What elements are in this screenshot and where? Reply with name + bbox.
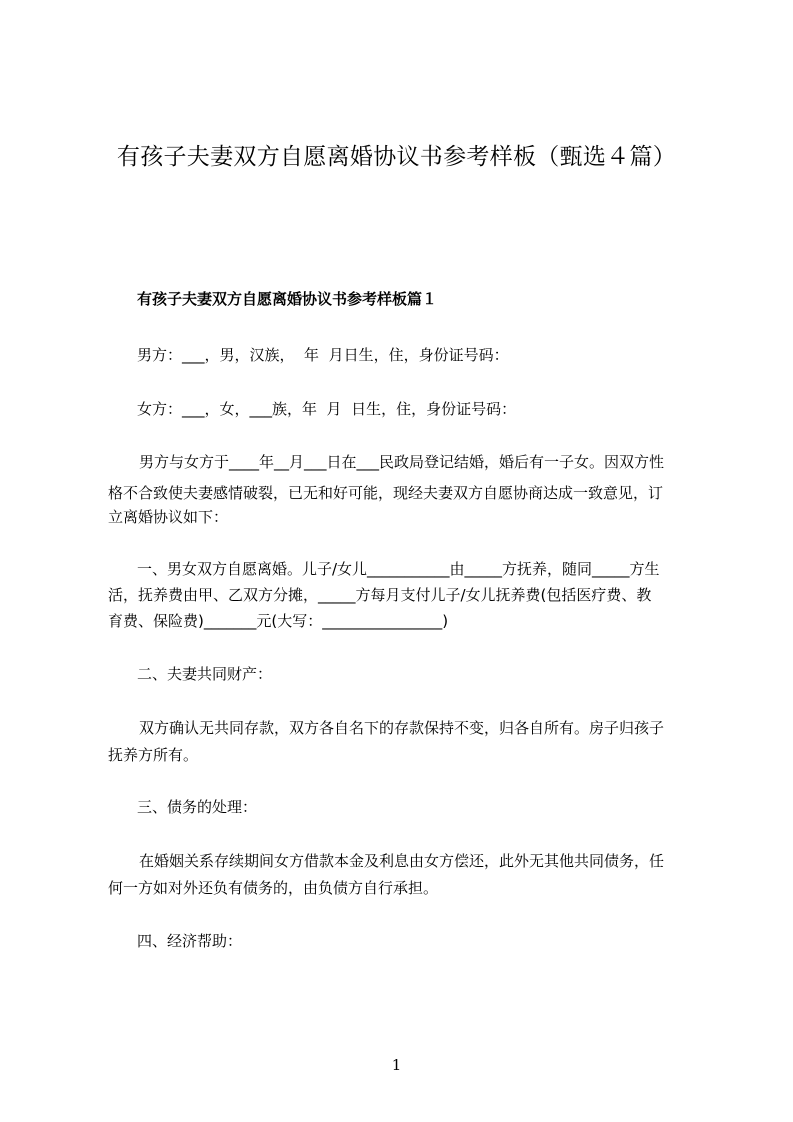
intro-paragraph-line-2: 格不合致使夫妻感情破裂，已无和好可能，现经夫妻双方自愿协商达成一致意见，订 xyxy=(108,484,664,502)
intro-paragraph-line-1: 男方与女方于____年__月___日在___民政局登记结婚，婚后有一子女。因双方性 xyxy=(139,453,665,471)
clause-4-heading: 四、经济帮助： xyxy=(137,932,243,950)
clause-3-heading: 三、债务的处理： xyxy=(137,798,258,816)
clause-3-line-1: 在婚姻关系存续期间女方借款本金及利息由女方偿还，此外无其他共同债务，任 xyxy=(139,852,665,870)
clause-3-line-2: 何一方如对外还负有债务的，由负债方自行承担。 xyxy=(108,879,439,897)
male-party-line: 男方：___，男，汉族， 年 月日生，住，身份证号码： xyxy=(137,346,509,364)
document-title: 有孩子夫妻双方自愿离婚协议书参考样板（甄选４篇） xyxy=(116,144,677,170)
clause-2-heading: 二、夫妻共同财产： xyxy=(137,665,273,683)
intro-paragraph-line-3: 立离婚协议如下： xyxy=(108,508,229,526)
clause-2-line-1: 双方确认无共同存款，双方各自名下的存款保持不变，归各自所有。房子归孩子 xyxy=(139,719,665,737)
female-party-line: 女方：___，女，___族，年 月 日生，住，身份证号码： xyxy=(137,400,517,418)
clause-1-line-3: 育费、保险费)_______元(大写：________________) xyxy=(108,612,449,630)
clause-1-line-2: 活，抚养费由甲、乙双方分摊，_____方每月支付儿子/女儿抚养费(包括医疗费、教 xyxy=(108,586,652,604)
clause-1-line-1: 一、男女双方自愿离婚。儿子/女儿___________由_____方抚养，随同_____方生 xyxy=(137,560,660,578)
clause-2-line-2: 抚养方所有。 xyxy=(108,746,199,764)
page-number: 1 xyxy=(391,1056,402,1074)
section-heading: 有孩子夫妻双方自愿离婚协议书参考样板篇１ xyxy=(137,290,438,308)
